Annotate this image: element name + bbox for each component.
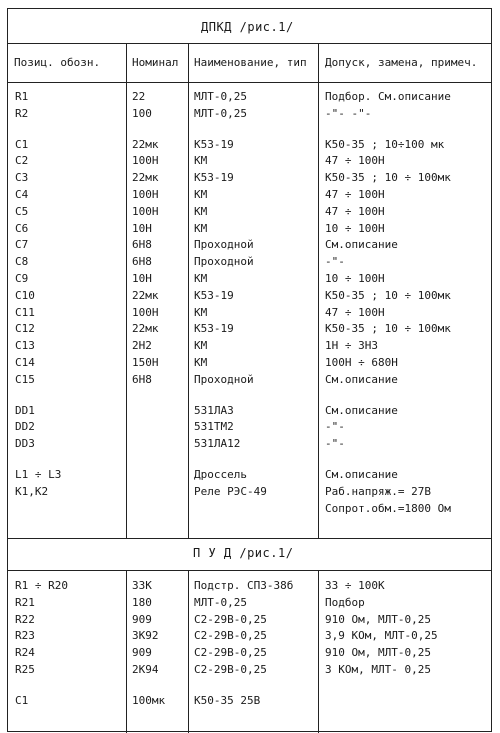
table-cell: Подстр. СП3-38б xyxy=(194,579,294,592)
table-cell: 3К92 xyxy=(132,629,159,643)
table-cell: КМ xyxy=(194,339,208,353)
table-cell: К53-19 xyxy=(194,322,234,336)
table-cell: Подбор xyxy=(325,595,365,609)
table-cell: 47 ÷ 100Н xyxy=(325,305,385,319)
table-cell: 909 xyxy=(132,612,152,626)
table-cell: 22мк xyxy=(132,171,159,185)
table-cell: См.описание xyxy=(325,403,398,417)
table-cell: Реле РЭС-49 xyxy=(194,484,267,498)
table-cell: См.описание xyxy=(325,468,398,481)
table-cell: R21 xyxy=(15,595,35,609)
table-cell: 100Н xyxy=(132,305,159,319)
table-cell: C3 xyxy=(15,171,29,185)
table-cell: С2-29В-0,25 xyxy=(194,663,267,676)
table-cell: 531ЛА12 xyxy=(194,437,241,451)
table-cell: 33 ÷ 100К xyxy=(325,579,385,592)
table-cell: 6Н8 xyxy=(132,238,152,252)
table-cell: 910 Ом, МЛТ-0,25 xyxy=(325,646,431,660)
table-cell: 22мк xyxy=(132,322,159,336)
table-cell: R1 xyxy=(15,90,29,103)
table-cell: С2-29В-0,25 xyxy=(194,612,267,626)
table-cell: КМ xyxy=(194,272,208,285)
column-line xyxy=(188,43,189,538)
table-cell: 33К xyxy=(132,579,152,592)
table-cell: См.описание xyxy=(325,238,398,252)
table-cell: 10Н xyxy=(132,272,152,285)
table-cell: DD3 xyxy=(15,437,35,451)
table-cell: 100мк xyxy=(132,693,166,707)
table-cell: C12 xyxy=(15,322,35,336)
section-divider xyxy=(8,538,491,539)
table-cell: Подбор. См.описание xyxy=(325,90,451,103)
table-cell: 47 ÷ 100Н xyxy=(325,188,385,201)
table-cell: 531ТМ2 xyxy=(194,420,234,434)
table-cell: МЛТ-0,25 xyxy=(194,90,247,103)
section1-title: ДПКД /рис.1/ xyxy=(201,20,294,34)
table-cell: КМ xyxy=(194,356,208,369)
table-cell: 47 ÷ 100Н xyxy=(325,204,385,218)
table-cell: 910 Ом, МЛТ-0,25 xyxy=(325,612,431,626)
table-cell: Раб.напряж.= 27В xyxy=(325,484,431,498)
table-cell: К50-35 25В xyxy=(194,693,261,707)
table-cell: C2 xyxy=(15,154,29,168)
table-cell: К53-19 xyxy=(194,288,234,302)
table-cell: -"- -"- xyxy=(325,106,372,120)
table-cell: C9 xyxy=(15,272,29,285)
table-cell: 150Н xyxy=(132,356,159,369)
table-cell: Сопрот.обм.=1800 Ом xyxy=(325,501,451,515)
table-cell: КМ xyxy=(194,305,208,319)
divider xyxy=(8,43,491,44)
table-cell: 10 ÷ 100Н xyxy=(325,272,385,285)
table-cell: К1,К2 xyxy=(15,484,49,498)
table-cell: КМ xyxy=(194,221,208,235)
table-cell: 6Н8 xyxy=(132,255,152,269)
table-cell: 22мк xyxy=(132,137,159,151)
column-line xyxy=(188,570,189,733)
table-cell: КМ xyxy=(194,154,208,168)
table-cell: 1Н ÷ 3Н3 xyxy=(325,339,378,353)
table-cell: С2-29В-0,25 xyxy=(194,646,267,660)
col-header-tolerance: Допуск, замена, примеч. xyxy=(325,56,478,69)
table-cell: C7 xyxy=(15,238,29,252)
table-cell: МЛТ-0,25 xyxy=(194,595,247,609)
table-cell: Проходной xyxy=(194,372,254,386)
col-header-nominal: Номинал xyxy=(132,56,179,69)
table-cell: R22 xyxy=(15,612,35,626)
table-cell: Проходной xyxy=(194,238,254,252)
table-cell: 100Н ÷ 680Н xyxy=(325,356,398,369)
table-cell: Дроссель xyxy=(194,468,247,481)
table-cell: C4 xyxy=(15,188,29,201)
table-cell: -"- xyxy=(325,420,345,434)
table-cell: 100Н xyxy=(132,204,159,218)
table-cell: КМ xyxy=(194,204,208,218)
col-header-position: Позиц. обозн. xyxy=(14,56,101,69)
table-cell: C1 xyxy=(15,693,29,707)
table-cell: 909 xyxy=(132,646,152,660)
table-cell: См.описание xyxy=(325,372,398,386)
table-cell: 531ЛА3 xyxy=(194,403,234,417)
table-cell: C8 xyxy=(15,255,29,269)
table-cell: -"- xyxy=(325,255,345,269)
column-line xyxy=(126,43,127,538)
table-cell: К50-35 ; 10÷100 мк xyxy=(325,137,445,151)
column-line xyxy=(318,570,319,733)
table-cell: R1 ÷ R20 xyxy=(15,579,68,592)
table-cell: МЛТ-0,25 xyxy=(194,106,247,120)
table-cell: 100 xyxy=(132,106,152,120)
table-cell: 100Н xyxy=(132,154,159,168)
column-line xyxy=(126,570,127,733)
section2-title: П У Д /рис.1/ xyxy=(193,546,294,560)
table-cell: 180 xyxy=(132,595,152,609)
table-cell: 2Н2 xyxy=(132,339,152,353)
column-line xyxy=(318,43,319,538)
table-cell: R23 xyxy=(15,629,35,643)
table-cell: 2К94 xyxy=(132,663,159,676)
table-cell: 3,9 КОм, МЛТ-0,25 xyxy=(325,629,438,643)
table-cell: К50-35 ; 10 ÷ 100мк xyxy=(325,288,451,302)
table-cell: C5 xyxy=(15,204,29,218)
table-cell: R25 xyxy=(15,663,35,676)
table-cell: C14 xyxy=(15,356,35,369)
table-cell: 47 ÷ 100Н xyxy=(325,154,385,168)
divider xyxy=(8,570,491,571)
table-cell: К53-19 xyxy=(194,137,234,151)
table-cell: 10Н xyxy=(132,221,152,235)
spec-sheet xyxy=(7,8,492,732)
table-cell: L1 ÷ L3 xyxy=(15,468,62,481)
table-cell: DD2 xyxy=(15,420,35,434)
table-cell: К50-35 ; 10 ÷ 100мк xyxy=(325,322,451,336)
table-cell: К50-35 ; 10 ÷ 100мк xyxy=(325,171,451,185)
table-cell: C1 xyxy=(15,137,29,151)
table-cell: 100Н xyxy=(132,188,159,201)
divider xyxy=(8,82,491,83)
table-cell: C15 xyxy=(15,372,35,386)
table-cell: 10 ÷ 100Н xyxy=(325,221,385,235)
table-cell: К53-19 xyxy=(194,171,234,185)
table-cell: 22мк xyxy=(132,288,159,302)
table-cell: -"- xyxy=(325,437,345,451)
table-cell: C13 xyxy=(15,339,35,353)
table-cell: R2 xyxy=(15,106,29,120)
table-cell: 22 xyxy=(132,90,146,103)
table-cell: Проходной xyxy=(194,255,254,269)
table-cell: DD1 xyxy=(15,403,35,417)
table-cell: C6 xyxy=(15,221,29,235)
table-cell: С2-29В-0,25 xyxy=(194,629,267,643)
col-header-name-type: Наименование, тип xyxy=(194,56,307,69)
table-cell: C11 xyxy=(15,305,35,319)
table-cell: 6Н8 xyxy=(132,372,152,386)
table-cell: C10 xyxy=(15,288,35,302)
table-cell: 3 КОм, МЛТ- 0,25 xyxy=(325,663,431,676)
table-cell: R24 xyxy=(15,646,35,660)
table-cell: КМ xyxy=(194,188,208,201)
